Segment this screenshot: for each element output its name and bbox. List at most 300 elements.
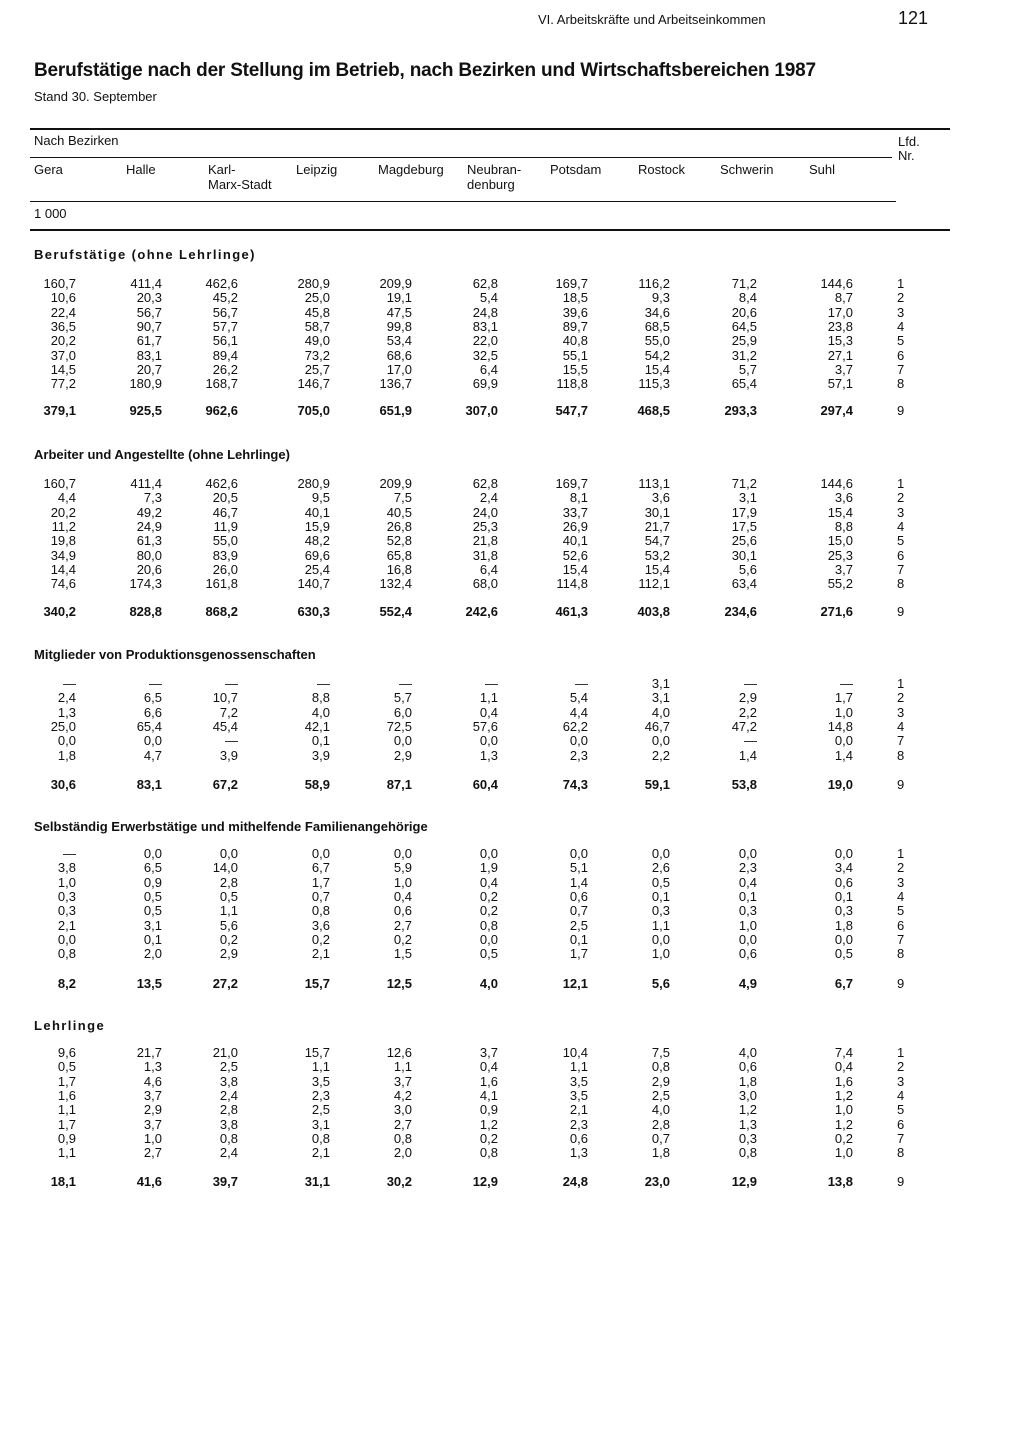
table-cell: 68,6	[386, 348, 412, 363]
table-cell: 6,0	[393, 705, 412, 720]
row-number: 4	[897, 889, 905, 904]
table-cell: —	[63, 676, 76, 691]
table-cell: 2,3	[738, 860, 757, 875]
table-cell: 5,4	[479, 290, 498, 305]
table-cell: 8,7	[834, 290, 853, 305]
table-cell: 0,0	[651, 733, 670, 748]
table-cell: 10,6	[50, 290, 76, 305]
table-row	[0, 363, 1024, 377]
row-number: 1	[897, 276, 905, 291]
table-cell: 20,6	[731, 305, 757, 320]
table-cell: 144,6	[820, 276, 853, 291]
table-cell: 56,7	[212, 305, 238, 320]
table-cell: 2,7	[143, 1145, 162, 1160]
table-cell: 1,3	[738, 1117, 757, 1132]
table-cell: 0,0	[479, 733, 498, 748]
row-number: 4	[897, 519, 905, 534]
table-cell: 9,5	[311, 490, 330, 505]
table-cell: 144,6	[820, 476, 853, 491]
table-cell: 17,0	[386, 362, 412, 377]
table-cell: 0,6	[834, 875, 853, 890]
table-cell: 21,0	[212, 1045, 238, 1060]
table-cell: 0,7	[311, 889, 330, 904]
table-cell: 20,2	[50, 505, 76, 520]
table-cell: 1,3	[479, 748, 498, 763]
row-number: 2	[897, 490, 905, 505]
table-cell: 116,2	[638, 276, 670, 291]
lfd-label: Lfd.	[898, 134, 920, 149]
table-cell: 20,5	[212, 490, 238, 505]
table-cell: 0,1	[651, 889, 670, 904]
table-cell: 2,8	[651, 1117, 670, 1132]
table-cell: 69,6	[304, 548, 330, 563]
table-cell: 169,7	[555, 476, 588, 491]
table-cell: 2,7	[393, 918, 412, 933]
table-row	[0, 1060, 1024, 1074]
table-cell: 12,5	[386, 976, 412, 991]
table-cell: 53,2	[644, 548, 670, 563]
table-cell: 64,5	[731, 319, 757, 334]
table-cell: 2,2	[738, 705, 757, 720]
table-cell: 55,2	[827, 576, 853, 591]
table-cell: 15,4	[644, 562, 670, 577]
table-row	[0, 1075, 1024, 1089]
table-cell: 7,3	[143, 490, 162, 505]
table-cell: 47,5	[386, 305, 412, 320]
row-number: 8	[897, 576, 905, 591]
table-cell: 77,2	[50, 376, 76, 391]
table-cell: 3,6	[834, 490, 853, 505]
unit-top-rule	[30, 201, 896, 202]
section-heading: Selbständig Erwerbstätige und mithelfende Familienangehörige	[34, 819, 428, 834]
table-cell: 2,4	[219, 1088, 238, 1103]
row-number: 3	[897, 1074, 905, 1089]
table-cell: 3,5	[311, 1074, 330, 1089]
table-cell: 0,3	[651, 903, 670, 918]
table-cell: 1,3	[57, 705, 76, 720]
table-cell: 73,2	[304, 348, 330, 363]
table-cell: 5,9	[393, 860, 412, 875]
table-cell: 115,3	[638, 376, 670, 391]
table-cell: 0,1	[143, 932, 162, 947]
row-number: 5	[897, 533, 905, 548]
row-number: 4	[897, 1088, 905, 1103]
table-cell: 15,0	[827, 533, 853, 548]
table-cell: 0,1	[569, 932, 588, 947]
table-cell: 0,0	[393, 733, 412, 748]
table-cell: 0,4	[393, 889, 412, 904]
table-cell: 0,0	[569, 846, 588, 861]
table-cell: 2,9	[651, 1074, 670, 1089]
table-cell: 99,8	[386, 319, 412, 334]
table-cell: 1,9	[479, 860, 498, 875]
table-cell: 30,1	[644, 505, 670, 520]
table-cell: 25,4	[304, 562, 330, 577]
table-cell: 57,1	[827, 376, 853, 391]
table-row	[0, 291, 1024, 305]
table-row	[0, 861, 1024, 875]
table-row	[0, 904, 1024, 918]
table-cell: —	[317, 676, 330, 691]
table-cell: 54,2	[644, 348, 670, 363]
table-cell: 31,8	[472, 548, 498, 563]
header-bottom-rule	[30, 229, 950, 231]
table-cell: 0,9	[479, 1102, 498, 1117]
row-number: 8	[897, 946, 905, 961]
table-cell: 630,3	[297, 604, 330, 619]
table-cell: 18,1	[50, 1174, 76, 1189]
table-cell: 136,7	[379, 376, 412, 391]
table-cell: 160,7	[43, 476, 76, 491]
section-heading: Mitglieder von Produktionsgenossenschaften	[34, 647, 316, 662]
table-cell: 65,4	[731, 376, 757, 391]
table-cell: 1,1	[311, 1059, 330, 1074]
row-number: 9	[897, 777, 905, 792]
table-cell: 61,3	[136, 533, 162, 548]
table-cell: 114,8	[556, 576, 588, 591]
row-number: 6	[897, 1117, 905, 1132]
table-cell: 280,9	[297, 476, 330, 491]
table-cell: 14,4	[50, 562, 76, 577]
table-cell: 25,6	[731, 533, 757, 548]
table-cell: 3,1	[738, 490, 757, 505]
table-cell: 45,4	[212, 719, 238, 734]
table-cell: 2,5	[569, 918, 588, 933]
table-cell: 53,4	[386, 333, 412, 348]
table-cell: 21,8	[472, 533, 498, 548]
table-cell: 46,7	[644, 719, 670, 734]
row-number: 9	[897, 976, 905, 991]
table-cell: 83,1	[136, 777, 162, 792]
column-header-line1: Schwerin	[720, 162, 774, 177]
table-cell: 20,2	[50, 333, 76, 348]
table-cell: 15,5	[562, 362, 588, 377]
table-cell: 113,1	[638, 476, 670, 491]
table-cell: 36,5	[50, 319, 76, 334]
table-cell: 87,1	[386, 777, 412, 792]
table-cell: 1,1	[651, 918, 670, 933]
table-cell: —	[225, 676, 238, 691]
table-cell: —	[575, 676, 588, 691]
table-cell: 9,6	[57, 1045, 76, 1060]
table-cell: 2,5	[311, 1102, 330, 1117]
table-cell: 1,0	[57, 875, 76, 890]
table-cell: 22,4	[50, 305, 76, 320]
table-cell: 31,1	[304, 1174, 330, 1189]
table-cell: 3,9	[219, 748, 238, 763]
table-cell: 2,8	[219, 1102, 238, 1117]
table-cell: 3,1	[311, 1117, 330, 1132]
table-cell: 17,9	[731, 505, 757, 520]
table-cell: 0,0	[57, 932, 76, 947]
table-cell: 180,9	[129, 376, 162, 391]
table-cell: 2,3	[569, 1117, 588, 1132]
table-cell: 4,1	[479, 1088, 498, 1103]
table-row	[0, 506, 1024, 520]
column-header-line1: Suhl	[809, 162, 836, 177]
table-row	[0, 947, 1024, 961]
row-number: 1	[897, 476, 905, 491]
table-cell: 132,4	[379, 576, 412, 591]
table-cell: 0,3	[57, 889, 76, 904]
table-cell: 1,8	[738, 1074, 757, 1089]
table-cell: 40,5	[386, 505, 412, 520]
table-cell: 30,6	[50, 777, 76, 792]
table-cell: 62,8	[472, 276, 498, 291]
table-cell: 1,1	[219, 903, 238, 918]
table-cell: 3,7	[143, 1117, 162, 1132]
table-cell: 48,2	[304, 533, 330, 548]
row-number: 4	[897, 719, 905, 734]
table-cell: 37,0	[50, 348, 76, 363]
table-cell: 6,4	[479, 562, 498, 577]
table-cell: 20,6	[136, 562, 162, 577]
table-cell: 21,7	[644, 519, 670, 534]
row-number: 7	[897, 1131, 905, 1146]
table-cell: 1,8	[651, 1145, 670, 1160]
table-cell: 67,2	[212, 777, 238, 792]
table-cell: 62,8	[472, 476, 498, 491]
row-number: 6	[897, 918, 905, 933]
table-cell: 3,7	[834, 562, 853, 577]
row-number: 1	[897, 676, 905, 691]
table-cell: 925,5	[129, 403, 162, 418]
table-cell: 6,5	[143, 690, 162, 705]
table-cell: 63,4	[731, 576, 757, 591]
table-cell: 1,2	[834, 1088, 853, 1103]
column-header-line1: Neubran-	[467, 162, 522, 177]
column-header	[34, 162, 63, 177]
table-cell: 26,8	[386, 519, 412, 534]
table-cell: 0,2	[219, 932, 238, 947]
table-cell: 4,0	[651, 705, 670, 720]
table-cell: 2,8	[219, 875, 238, 890]
table-row	[0, 306, 1024, 320]
table-cell: 89,4	[212, 348, 238, 363]
table-cell: —	[225, 733, 238, 748]
table-cell: 0,2	[479, 1131, 498, 1146]
table-cell: 0,2	[479, 903, 498, 918]
table-cell: 0,7	[651, 1131, 670, 1146]
table-cell: 25,9	[731, 333, 757, 348]
table-row	[0, 349, 1024, 363]
table-cell: 40,1	[304, 505, 330, 520]
table-cell: 24,9	[136, 519, 162, 534]
table-cell: 45,8	[304, 305, 330, 320]
table-cell: 234,6	[724, 604, 757, 619]
table-cell: 280,9	[297, 276, 330, 291]
table-cell: 411,4	[130, 476, 162, 491]
table-cell: 62,2	[562, 719, 588, 734]
table-cell: 4,9	[738, 976, 757, 991]
column-header	[467, 162, 521, 192]
row-number: 6	[897, 548, 905, 563]
row-number: 6	[897, 348, 905, 363]
table-cell: 30,1	[731, 548, 757, 563]
table-cell: 0,0	[143, 733, 162, 748]
table-cell: 6,7	[834, 976, 853, 991]
table-cell: 242,6	[465, 604, 498, 619]
table-cell: 828,8	[129, 604, 162, 619]
table-cell: 0,5	[479, 946, 498, 961]
table-cell: 40,8	[562, 333, 588, 348]
table-row	[0, 277, 1024, 291]
table-cell: 56,1	[212, 333, 238, 348]
column-header	[809, 162, 835, 177]
table-total-row	[0, 605, 1024, 619]
table-cell: 161,8	[205, 576, 238, 591]
table-cell: 25,3	[472, 519, 498, 534]
table-cell: 0,5	[143, 903, 162, 918]
table-cell: 68,5	[644, 319, 670, 334]
table-cell: 0,6	[569, 889, 588, 904]
table-cell: 0,0	[834, 846, 853, 861]
table-cell: 68,0	[472, 576, 498, 591]
row-number: 2	[897, 290, 905, 305]
table-row	[0, 720, 1024, 734]
table-cell: 1,0	[834, 1145, 853, 1160]
table-cell: 24,8	[472, 305, 498, 320]
table-row	[0, 534, 1024, 548]
table-cell: 26,9	[562, 519, 588, 534]
row-number: 5	[897, 333, 905, 348]
table-cell: 59,1	[644, 777, 670, 792]
table-cell: 83,9	[212, 548, 238, 563]
table-cell: 3,4	[834, 860, 853, 875]
table-cell: 3,8	[57, 860, 76, 875]
table-cell: 0,8	[479, 1145, 498, 1160]
table-cell: 34,9	[50, 548, 76, 563]
column-header-line2: denburg	[467, 177, 515, 192]
table-cell: 1,0	[738, 918, 757, 933]
table-cell: —	[485, 676, 498, 691]
table-cell: 0,5	[57, 1059, 76, 1074]
row-number: 8	[897, 748, 905, 763]
table-cell: 0,6	[738, 1059, 757, 1074]
table-cell: 3,7	[143, 1088, 162, 1103]
row-number: 8	[897, 1145, 905, 1160]
table-row	[0, 691, 1024, 705]
table-cell: 90,7	[136, 319, 162, 334]
table-cell: 118,8	[556, 376, 588, 391]
table-cell: 20,3	[136, 290, 162, 305]
table-cell: 55,0	[212, 533, 238, 548]
table-cell: 0,7	[569, 903, 588, 918]
table-cell: 26,0	[212, 562, 238, 577]
nr-label: Nr.	[898, 148, 915, 163]
table-cell: 32,5	[472, 348, 498, 363]
table-cell: 6,5	[143, 860, 162, 875]
table-row	[0, 1089, 1024, 1103]
table-cell: 1,1	[479, 690, 498, 705]
table-cell: 1,8	[834, 918, 853, 933]
table-cell: 65,4	[136, 719, 162, 734]
table-cell: 21,7	[136, 1045, 162, 1060]
table-cell: 24,8	[562, 1174, 588, 1189]
row-number: 9	[897, 604, 905, 619]
table-cell: 2,4	[57, 690, 76, 705]
table-row	[0, 320, 1024, 334]
section-heading: Arbeiter und Angestellte (ohne Lehrlinge)	[34, 447, 290, 462]
table-cell: 3,7	[834, 362, 853, 377]
row-number: 3	[897, 505, 905, 520]
table-cell: 0,1	[834, 889, 853, 904]
table-cell: 5,7	[393, 690, 412, 705]
table-cell: 8,2	[57, 976, 76, 991]
table-cell: 0,8	[219, 1131, 238, 1146]
table-cell: 54,7	[644, 533, 670, 548]
group-label: Nach Bezirken	[34, 133, 119, 148]
table-cell: 55,1	[562, 348, 588, 363]
table-cell: 1,1	[393, 1059, 412, 1074]
table-cell: 547,7	[555, 403, 588, 418]
table-cell: 0,0	[311, 846, 330, 861]
table-cell: 146,7	[297, 376, 330, 391]
table-cell: 4,4	[569, 705, 588, 720]
table-cell: 27,1	[827, 348, 853, 363]
column-header	[638, 162, 685, 177]
row-number: 8	[897, 376, 905, 391]
row-number: 7	[897, 362, 905, 377]
table-cell: 2,1	[311, 946, 330, 961]
table-cell: 1,8	[57, 748, 76, 763]
table-cell: 1,4	[569, 875, 588, 890]
section-heading: Lehrlinge	[34, 1018, 106, 1033]
table-cell: 112,1	[638, 576, 670, 591]
table-row	[0, 734, 1024, 748]
page-title: Berufstätige nach der Stellung im Betrieb, nach Bezirken und Wirtschaftsbereichen 1987	[34, 60, 816, 81]
table-cell: 0,2	[311, 932, 330, 947]
column-header-line1: Leipzig	[296, 162, 338, 177]
table-cell: 1,4	[738, 748, 757, 763]
table-cell: 10,4	[562, 1045, 588, 1060]
row-number: 5	[897, 1102, 905, 1117]
table-cell: 1,6	[57, 1088, 76, 1103]
table-cell: 2,9	[393, 748, 412, 763]
table-cell: 5,6	[651, 976, 670, 991]
table-row	[0, 1132, 1024, 1146]
table-cell: 5,1	[569, 860, 588, 875]
table-cell: 14,5	[50, 362, 76, 377]
table-total-row	[0, 1175, 1024, 1189]
table-cell: 40,1	[562, 533, 588, 548]
table-cell: 3,0	[738, 1088, 757, 1103]
table-cell: 12,9	[472, 1174, 498, 1189]
table-cell: 5,6	[738, 562, 757, 577]
table-cell: 1,1	[57, 1145, 76, 1160]
column-header-line1: Potsdam	[550, 162, 602, 177]
table-cell: 0,8	[479, 918, 498, 933]
table-cell: 19,0	[827, 777, 853, 792]
column-header	[296, 162, 337, 177]
table-cell: —	[63, 846, 76, 861]
table-cell: 3,6	[651, 490, 670, 505]
table-cell: 7,2	[219, 705, 238, 720]
table-cell: 12,1	[562, 976, 588, 991]
column-header	[126, 162, 156, 177]
table-cell: 0,4	[738, 875, 757, 890]
running-header: VI. Arbeitskräfte und Arbeitseinkommen	[538, 12, 766, 27]
row-number: 2	[897, 1059, 905, 1074]
table-cell: 58,9	[304, 777, 330, 792]
table-row	[0, 677, 1024, 691]
table-row	[0, 1046, 1024, 1060]
table-cell: 1,0	[834, 705, 853, 720]
table-cell: 34,6	[644, 305, 670, 320]
table-cell: 1,7	[834, 690, 853, 705]
table-cell: 56,7	[136, 305, 162, 320]
table-cell: 42,1	[304, 719, 330, 734]
